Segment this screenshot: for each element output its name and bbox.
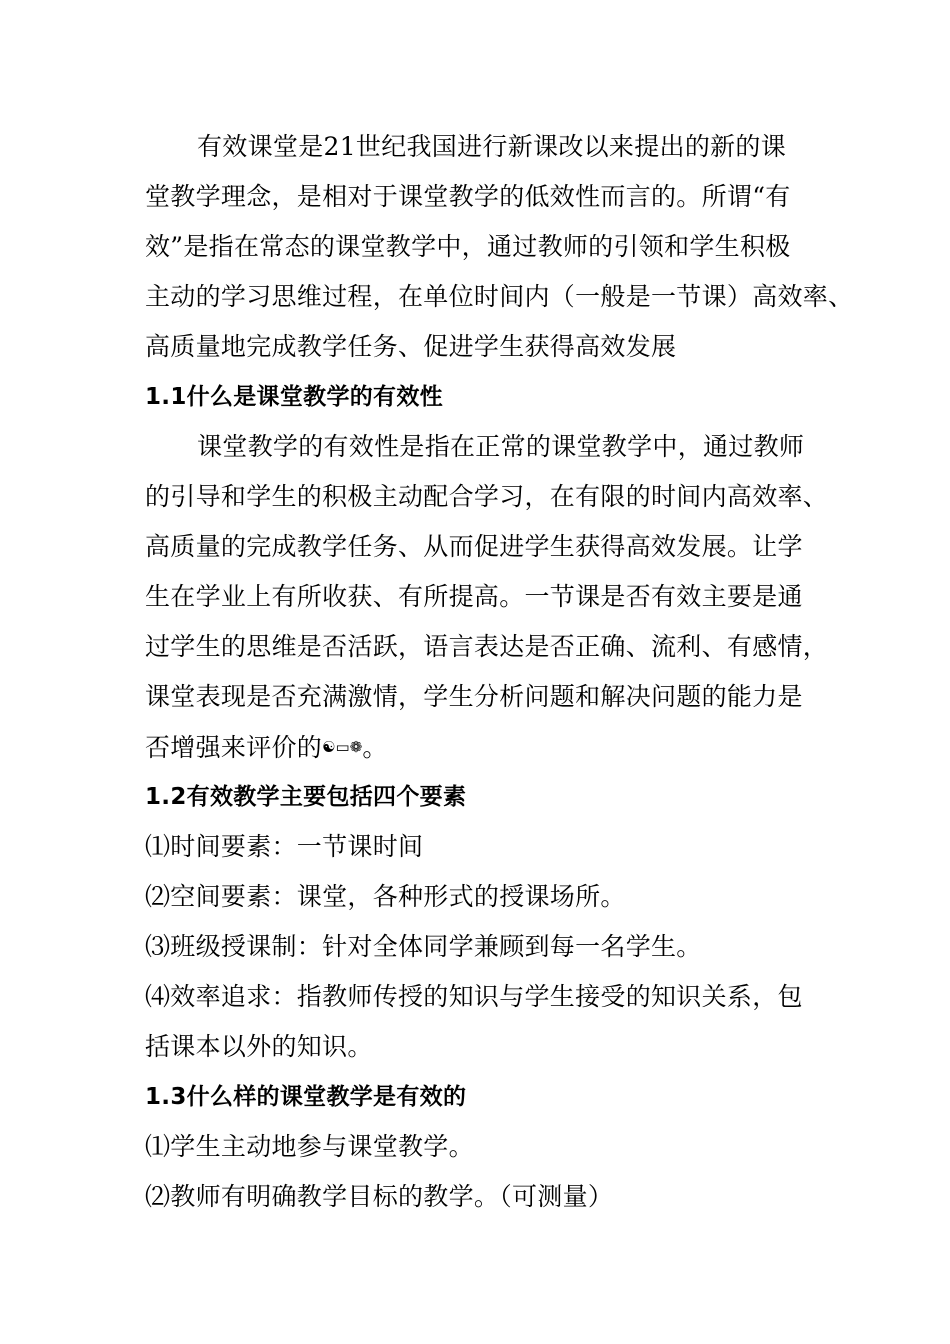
- document-page: [145, 122, 854, 1222]
- paragraph-line: 高质量的完成教学任务、从而促进学生获得高效发展。让学: [145, 532, 803, 561]
- paragraph-line: [145, 722, 817, 772]
- paragraph-line: 高质量地完成教学任务、促进学生获得高效发展: [145, 332, 677, 361]
- list-item: ⑴时间要素：一节课时间: [145, 832, 424, 861]
- paragraph-line-end: 。: [362, 733, 388, 762]
- list-item: ⑵空间要素：课堂，各种形式的授课场所。: [145, 882, 626, 911]
- paragraph-line: 的引导和学生的积极主动配合学习，在有限的时间内高效率、: [145, 482, 829, 511]
- paragraph-line: 生在学业上有所收获、有所提高。一节课是否有效主要是通: [145, 582, 803, 611]
- paragraph-line: 效”是指在常态的课堂教学中，通过教师的引领和学生积极: [145, 232, 791, 261]
- paragraph-line: 堂教学理念，是相对于课堂教学的低效性而言的。所谓“有: [145, 182, 791, 211]
- list-item-continuation: 括课本以外的知识。: [145, 1032, 373, 1061]
- paragraph-line: 课堂表现是否充满激情，学生分析问题和解决问题的能力是: [145, 682, 803, 711]
- paragraph-line: 课堂教学的有效性是指在正常的课堂教学中，通过教师: [197, 432, 805, 461]
- section-heading-1-2: 1.2有效教学主要包括四个要素: [145, 784, 467, 810]
- list-item: ⑶班级授课制：针对全体同学兼顾到每一名学生。: [145, 932, 702, 961]
- section-heading-1-1: 1.1什么是课堂教学的有效性: [145, 384, 443, 410]
- section-heading-1-3: 1.3什么样的课堂教学是有效的: [145, 1084, 467, 1110]
- symbol-glyphs: ☯▭❁: [322, 738, 363, 756]
- paragraph-line: 过学生的思维是否活跃，语言表达是否正确、流利、有感情，: [145, 632, 829, 661]
- paragraph-line-text: 否增强来评价的: [145, 733, 323, 762]
- list-item: ⑴学生主动地参与课堂教学。: [145, 1132, 474, 1161]
- paragraph-line: 有效课堂是21世纪我国进行新课改以来提出的新的课: [197, 132, 787, 161]
- paragraph-line: 主动的学习思维过程，在单位时间内（一般是一节课）高效率、: [145, 282, 854, 311]
- list-item: ⑵教师有明确教学目标的教学。（可测量）: [145, 1182, 614, 1211]
- list-item: ⑷效率追求：指教师传授的知识与学生接受的知识关系，包: [145, 982, 803, 1011]
